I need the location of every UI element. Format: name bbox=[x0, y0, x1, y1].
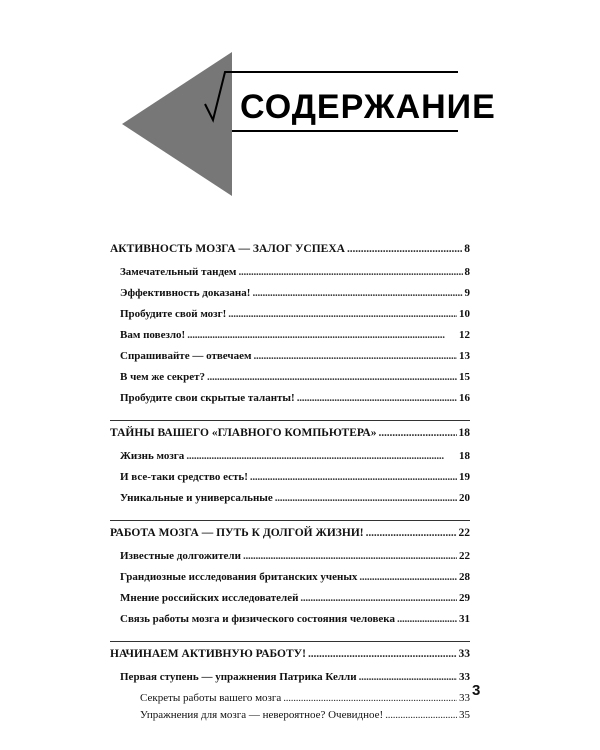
dot-leader bbox=[283, 692, 457, 704]
toc-entry-page: 10 bbox=[459, 308, 470, 320]
toc-entry-label: НАЧИНАЕМ АКТИВНУЮ РАБОТУ! bbox=[110, 648, 306, 660]
toc-entry-page: 31 bbox=[459, 613, 470, 625]
toc-section-2 bbox=[110, 427, 470, 521]
dot-leader bbox=[238, 266, 462, 278]
toc-entry-page: 9 bbox=[464, 287, 470, 299]
toc-entry[interactable] bbox=[110, 550, 470, 571]
toc-entry[interactable] bbox=[110, 709, 470, 726]
toc-entry[interactable] bbox=[110, 287, 470, 308]
toc-entry[interactable] bbox=[110, 329, 470, 350]
toc-entry-page: 13 bbox=[459, 350, 470, 362]
toc-entry[interactable] bbox=[110, 392, 470, 413]
toc-entry-page: 28 bbox=[459, 571, 470, 583]
toc-entry[interactable] bbox=[110, 371, 470, 392]
toc-section-1 bbox=[110, 243, 470, 421]
dot-leader bbox=[379, 427, 457, 439]
toc-entry[interactable] bbox=[110, 266, 470, 287]
dot-leader bbox=[308, 648, 457, 660]
dot-leader bbox=[347, 243, 462, 255]
toc-entry[interactable] bbox=[110, 648, 470, 671]
dot-leader bbox=[275, 492, 457, 504]
toc-entry-label: Пробудите свой мозг! bbox=[120, 308, 227, 320]
toc-entry[interactable] bbox=[110, 450, 470, 471]
toc-entry-label: Вам повезло! bbox=[120, 329, 186, 341]
table-of-contents bbox=[110, 243, 470, 739]
toc-entry[interactable] bbox=[110, 527, 470, 550]
toc-entry-page: 22 bbox=[459, 550, 470, 562]
toc-entry-label: В чем же секрет? bbox=[120, 371, 206, 383]
toc-entry-label: Мнение российских исследователей bbox=[120, 592, 299, 604]
toc-entry[interactable] bbox=[110, 492, 470, 513]
dot-leader bbox=[253, 350, 457, 362]
toc-entry-page: 8 bbox=[464, 266, 470, 278]
dot-leader bbox=[187, 329, 457, 341]
dot-leader bbox=[366, 527, 457, 539]
toc-entry-label: Упражнения для мозга — невероятное? Очевидное! bbox=[140, 709, 384, 721]
dot-leader bbox=[252, 287, 462, 299]
toc-entry-page: 16 bbox=[459, 392, 470, 404]
toc-entry-page: 33 bbox=[459, 671, 470, 683]
toc-header bbox=[0, 0, 600, 200]
dot-leader bbox=[228, 308, 457, 320]
dot-leader bbox=[250, 471, 457, 483]
toc-entry[interactable] bbox=[110, 592, 470, 613]
toc-entry-page: 33 bbox=[458, 648, 470, 660]
toc-entry-label: Первая ступень — упражнения Патрика Келли bbox=[120, 671, 357, 683]
toc-entry[interactable] bbox=[110, 692, 470, 709]
dot-leader bbox=[359, 571, 457, 583]
toc-entry-label: Связь работы мозга и физического состояния человека bbox=[120, 613, 395, 625]
toc-entry-page: 29 bbox=[459, 592, 470, 604]
toc-entry-label: Уникальные и универсальные bbox=[120, 492, 273, 504]
dot-leader bbox=[359, 671, 457, 683]
toc-entry-label: ТАЙНЫ ВАШЕГО «ГЛАВНОГО КОМПЬЮТЕРА» bbox=[110, 427, 377, 439]
toc-section-3 bbox=[110, 527, 470, 642]
dot-leader bbox=[186, 450, 457, 462]
toc-entry-label: Секреты работы вашего мозга bbox=[140, 692, 282, 704]
page-number: 3 bbox=[472, 682, 481, 699]
dot-leader bbox=[397, 613, 457, 625]
toc-entry[interactable] bbox=[110, 350, 470, 371]
toc-entry-label: Известные долгожители bbox=[120, 550, 241, 562]
toc-entry[interactable] bbox=[110, 308, 470, 329]
toc-entry-label: Спрашивайте — отвечаем bbox=[120, 350, 252, 362]
dot-leader bbox=[300, 592, 457, 604]
toc-entry-page: 22 bbox=[458, 527, 470, 539]
toc-entry-label: Эффективность доказана! bbox=[120, 287, 251, 299]
toc-entry-page: 19 bbox=[459, 471, 470, 483]
dot-leader bbox=[297, 392, 457, 404]
toc-entry-label: РАБОТА МОЗГА — ПУТЬ К ДОЛГОЙ ЖИЗНИ! bbox=[110, 527, 364, 539]
page-title: СОДЕРЖАНИЕ bbox=[240, 88, 496, 126]
toc-entry-page: 18 bbox=[458, 427, 470, 439]
arrow-triangle-shape bbox=[122, 52, 232, 196]
toc-section-4 bbox=[110, 648, 470, 733]
dot-leader bbox=[207, 371, 457, 383]
toc-entry[interactable] bbox=[110, 427, 470, 450]
toc-entry-label: АКТИВНОСТЬ МОЗГА — ЗАЛОГ УСПЕХА bbox=[110, 243, 345, 255]
toc-entry[interactable] bbox=[110, 671, 470, 692]
toc-entry-page: 8 bbox=[464, 243, 470, 255]
dot-leader bbox=[385, 709, 457, 721]
toc-entry-page: 12 bbox=[459, 329, 470, 341]
dot-leader bbox=[243, 550, 457, 562]
toc-entry-page: 20 bbox=[459, 492, 470, 504]
toc-entry[interactable] bbox=[110, 571, 470, 592]
toc-entry-label: Жизнь мозга bbox=[120, 450, 185, 462]
toc-entry-page: 33 bbox=[459, 692, 470, 704]
toc-entry-label: Замечательный тандем bbox=[120, 266, 237, 278]
toc-entry[interactable] bbox=[110, 243, 470, 266]
toc-entry-page: 18 bbox=[459, 450, 470, 462]
toc-entry-label: И все-таки средство есть! bbox=[120, 471, 248, 483]
toc-entry-page: 15 bbox=[459, 371, 470, 383]
toc-entry-label: Пробудите свои скрытые таланты! bbox=[120, 392, 295, 404]
toc-entry-label: Грандиозные исследования британских ученых bbox=[120, 571, 358, 583]
toc-entry[interactable] bbox=[110, 471, 470, 492]
toc-entry[interactable] bbox=[110, 613, 470, 634]
toc-entry-page: 35 bbox=[459, 709, 470, 721]
